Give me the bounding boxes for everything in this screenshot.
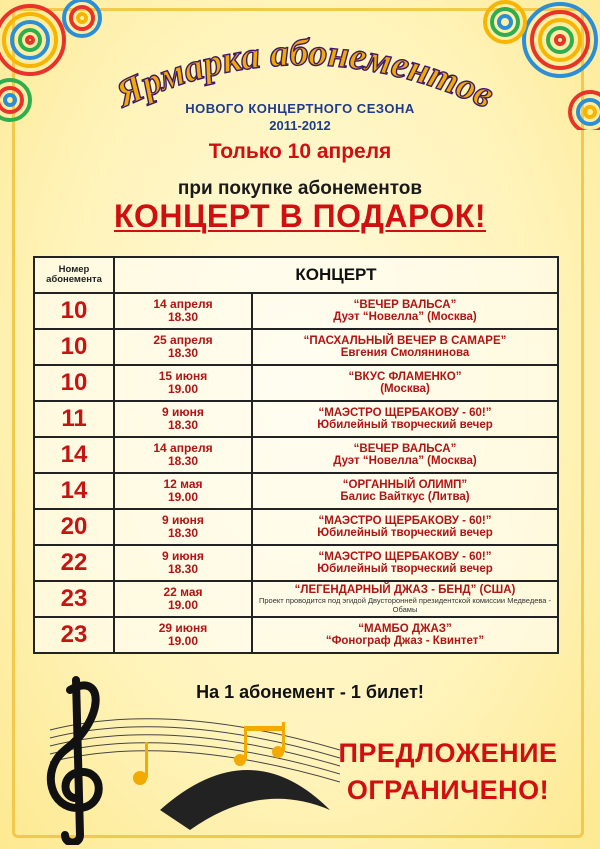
concert-title: “ВЕЧЕР ВАЛЬСА” [353, 442, 457, 455]
col-number-header: Номер абонемента [34, 257, 114, 293]
table-row [34, 581, 558, 617]
concert-time: 19.00 [167, 382, 199, 396]
table-row [34, 401, 558, 437]
subscription-number: 23 [34, 581, 114, 617]
subscription-number: 14 [34, 473, 114, 509]
concert-info [252, 437, 558, 473]
concert-date: 14 апреля [153, 441, 213, 456]
concert-title: “ВКУС ФЛАМЕНКО” [348, 370, 462, 383]
subscription-number: 10 [34, 365, 114, 401]
table-row [34, 617, 558, 653]
season-line-2: 2011-2012 [269, 118, 331, 133]
concert-performer: (Москва) [380, 383, 430, 395]
concert-time: 19.00 [167, 634, 199, 648]
concert-datetime [114, 293, 252, 329]
concert-datetime [114, 545, 252, 581]
table-row [34, 473, 558, 509]
table-row [34, 365, 558, 401]
table-row [34, 437, 558, 473]
concert-time: 19.00 [167, 490, 199, 504]
concert-datetime [114, 617, 252, 653]
concert-datetime [114, 473, 252, 509]
purchase-line: при покупке абонементов [177, 178, 423, 199]
concert-info [252, 473, 558, 509]
col-concert-header: КОНЦЕРТ [114, 257, 558, 293]
concert-performer: Балис Вайткус (Литва) [340, 491, 470, 503]
concert-title: “МАЭСТРО ЩЕРБАКОВУ - 60!” [318, 514, 492, 527]
concert-info [252, 545, 558, 581]
concert-title: “ВЕЧЕР ВАЛЬСА” [353, 298, 457, 311]
concert-info [252, 329, 558, 365]
concert-note: Проект проводится под эгидой Двусторонней президентской комиссии Медведева - Обамы [258, 596, 552, 615]
poster-title: Ярмарка абонементов [109, 31, 501, 117]
concert-performer: Юбилейный творческий вечер [317, 527, 493, 539]
concert-title: “ПАСХАЛЬНЫЙ ВЕЧЕР В САМАРЕ” [303, 334, 507, 347]
concert-date: 12 мая [163, 477, 203, 492]
subscription-number: 14 [34, 437, 114, 473]
concert-datetime [114, 509, 252, 545]
concert-date: 14 апреля [153, 297, 213, 312]
one-ticket-note: На 1 абонемент - 1 билет! [196, 682, 424, 702]
concert-time: 19.00 [167, 598, 199, 612]
concert-performer: “Фонограф Джаз - Квинтет” [325, 635, 485, 647]
season-line-1: НОВОГО КОНЦЕРТНОГО СЕЗОНА [185, 101, 415, 116]
offer-line-1: ПРЕДЛОЖЕНИЕ [338, 738, 558, 768]
concert-datetime [114, 581, 252, 617]
concert-date: 9 июня [162, 549, 204, 564]
concert-info [252, 617, 558, 653]
gift-line: КОНЦЕРТ В ПОДАРОК! [114, 198, 486, 234]
subscription-number: 23 [34, 617, 114, 653]
table-header [34, 257, 558, 293]
concert-title: “МАЭСТРО ЩЕРБАКОВУ - 60!” [318, 550, 492, 563]
concert-title: “МАМБО ДЖАЗ” [358, 622, 452, 635]
offer-line-2: ОГРАНИЧЕНО! [346, 775, 550, 805]
concert-date: 22 мая [163, 585, 203, 600]
concert-datetime [114, 365, 252, 401]
concert-title: “ОРГАННЫЙ ОЛИМП” [342, 478, 468, 491]
table-row [34, 329, 558, 365]
concert-info [252, 293, 558, 329]
subscription-number: 10 [34, 329, 114, 365]
concert-performer: Дуэт “Новелла” (Москва) [333, 455, 477, 467]
concert-title: “ЛЕГЕНДАРНЫЙ ДЖАЗ - БЕНД” (США) [294, 583, 516, 596]
table-row [34, 509, 558, 545]
only-date: Только 10 апреля [208, 140, 392, 163]
subscription-number: 20 [34, 509, 114, 545]
concert-date: 9 июня [162, 513, 204, 528]
concert-time: 18.30 [167, 562, 199, 576]
concert-datetime [114, 437, 252, 473]
concert-time: 18.30 [167, 310, 199, 324]
concert-performer: Евгения Смолянинова [340, 347, 470, 359]
concert-date: 25 апреля [153, 333, 213, 348]
concert-time: 18.30 [167, 346, 199, 360]
concert-date: 9 июня [162, 405, 204, 420]
concert-performer: Юбилейный творческий вечер [317, 419, 493, 431]
concert-date: 15 июня [158, 369, 208, 384]
subscription-number: 22 [34, 545, 114, 581]
concert-info [252, 509, 558, 545]
concert-table [33, 256, 559, 654]
concert-performer: Юбилейный творческий вечер [317, 563, 493, 575]
table-row [34, 545, 558, 581]
subscription-number: 10 [34, 293, 114, 329]
concert-performer: Дуэт “Новелла” (Москва) [333, 311, 477, 323]
concert-info [252, 401, 558, 437]
concert-time: 18.30 [167, 418, 199, 432]
concert-time: 18.30 [167, 454, 199, 468]
concert-datetime [114, 329, 252, 365]
subscription-number: 11 [34, 401, 114, 437]
concert-datetime [114, 401, 252, 437]
table-row [34, 293, 558, 329]
concert-info [252, 365, 558, 401]
concert-time: 18.30 [167, 526, 199, 540]
concert-info [252, 581, 558, 617]
concert-title: “МАЭСТРО ЩЕРБАКОВУ - 60!” [318, 406, 492, 419]
concert-date: 29 июня [158, 621, 208, 636]
